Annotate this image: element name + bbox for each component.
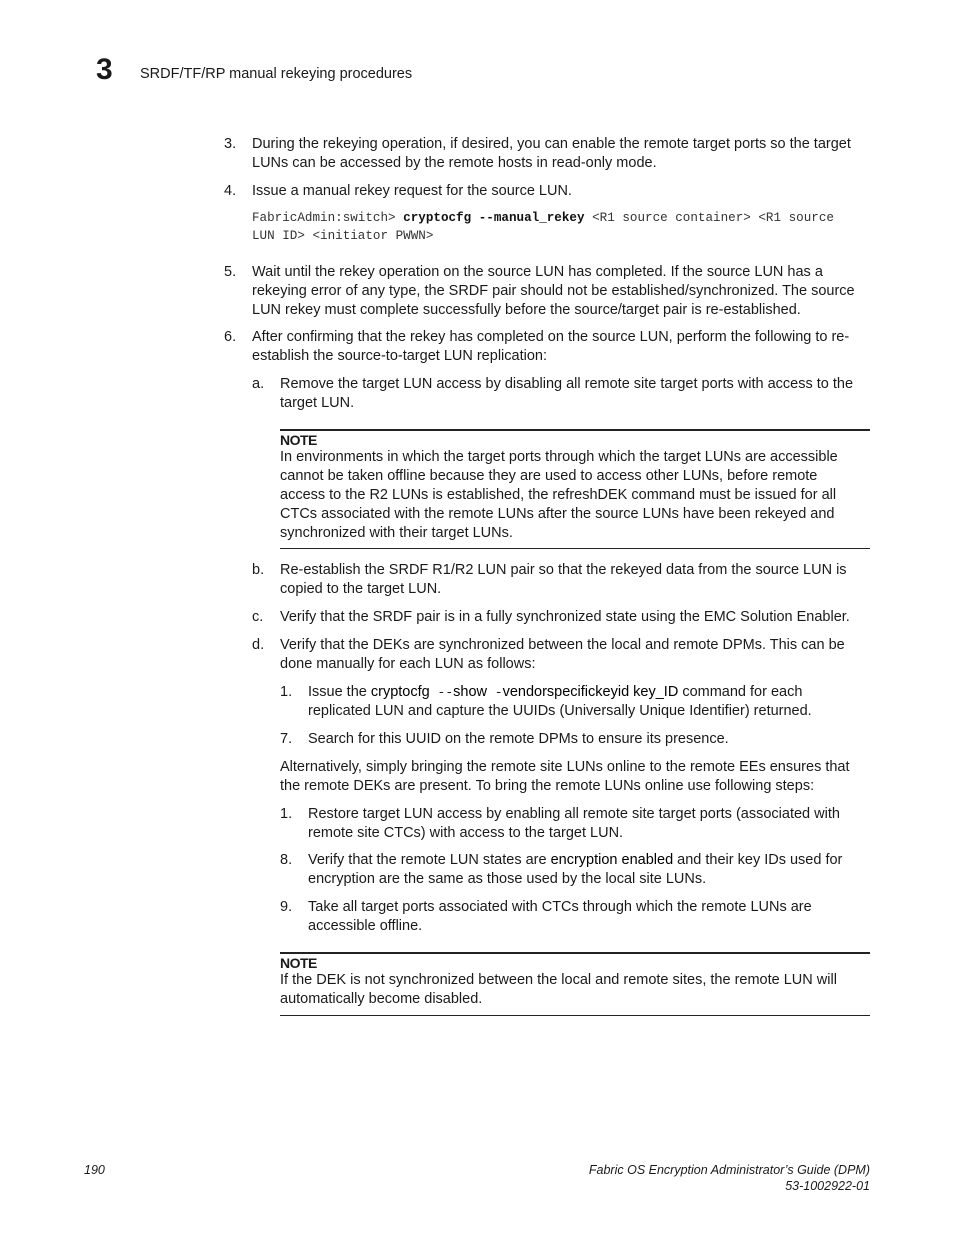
restore-step-1-number: 1. [280, 806, 293, 822]
restore-step-9-text: Take all target ports associated with CTCs through which the remote LUNs are accessible offline. [308, 899, 812, 934]
substep-b-text: Re-establish the SRDF R1/R2 LUN pair so that the rekeyed data from the source LUN is copied to the target LUN. [280, 562, 847, 597]
command-args-line1: <R1 source container> <R1 source [584, 211, 834, 225]
restore-step-1-text: Restore target LUN access by enabling all remote site target ports (associated with remote site CTCs) with access to the target LUN. [308, 806, 840, 841]
inline-command-keyid: vendorspecifickeyid key_ID [502, 684, 679, 700]
command-name: cryptocfg --manual_rekey [403, 211, 585, 225]
chapter-title: SRDF/TF/RP manual rekeying procedures [140, 66, 413, 82]
substep-b-letter: b. [252, 562, 265, 578]
restore-step-9-number: 9. [280, 899, 293, 915]
restore-step-8-number: 8. [280, 852, 293, 868]
command-args-line2: LUN ID> <initiator PWWN> [252, 229, 434, 243]
substep-a-text: Remove the target LUN access by disabling all remote site target ports with access to the target LUN. [280, 376, 854, 411]
note2-top-rule [280, 952, 870, 954]
step-5-number: 5. [224, 264, 237, 280]
substep-d-letter: d. [252, 637, 265, 653]
command-prompt: FabricAdmin:switch> [252, 211, 404, 225]
step-6-text: After confirming that the rekey has completed on the source LUN, perform the following to re-establish the source-to-target LUN replication: [252, 329, 850, 364]
note2-text: If the DEK is not synchronized between the local and remote sites, the remote LUN will automatically become disabled. [280, 972, 837, 1007]
guide-title: Fabric OS Encryption Administrator’s Guide (DPM) [588, 1163, 870, 1177]
substep-d-text: Verify that the DEKs are synchronized between the local and remote DPMs. This can be done manually for each LUN as follows: [280, 637, 845, 672]
note-heading: NOTE [280, 432, 317, 448]
command-example [252, 209, 872, 245]
substep-d1-text: Issue the cryptocfg --show -vendorspecifickeyid key_ID command for each replicated LUN and capture the UUIDs (Universally Unique Identifier) returned. [308, 684, 812, 719]
inline-command-show: show [453, 684, 487, 700]
step-6-number: 6. [224, 329, 237, 345]
substep-c-letter: c. [252, 609, 264, 625]
step-3-text: During the rekeying operation, if desired, you can enable the remote target ports so the target LUNs can be accessed by the remote hosts in read-only mode. [252, 136, 851, 171]
note2-heading: NOTE [280, 955, 317, 971]
chapter-number: 3 [96, 53, 113, 86]
substep-c-text: Verify that the SRDF pair is in a fully synchronized state using the EMC Solution Enabler. [280, 609, 850, 625]
doc-number: 53-1002922-01 [785, 1179, 870, 1193]
encryption-enabled-term: encryption enabled [550, 852, 674, 868]
note-top-rule [280, 429, 870, 431]
alternative-paragraph: Alternatively, simply bringing the remote site LUNs online to the remote EEs ensures that the remote DEKs are present. To bring the remote LUNs online use following steps: [280, 759, 850, 794]
substep-a-letter: a. [252, 376, 265, 392]
substep-d1-number: 1. [280, 684, 293, 700]
substep-d7-number: 7. [280, 731, 293, 747]
restore-step-8-text: Verify that the remote LUN states are encryption enabled and their key IDs used for encryption are the same as those used by the local site LUNs. [308, 852, 843, 887]
page-number: 190 [84, 1163, 105, 1177]
inline-command-cryptocfg: cryptocfg [370, 684, 430, 700]
step-4-number: 4. [224, 183, 237, 199]
step-3-number: 3. [224, 136, 237, 152]
note-text: In environments in which the target ports through which the target LUNs are accessible cannot be taken offline because they are used to access other LUNs, before remote access to the R2 LUNs is established, the refreshDEK command must be issued for all CTCs associated with the remote LUNs after the source LUNs have been rekeyed and synchronized with their target LUNs. [280, 449, 838, 541]
substep-d7-text: Search for this UUID on the remote DPMs to ensure its presence. [308, 731, 729, 747]
step-5-text: Wait until the rekey operation on the source LUN has completed. If the source LUN has a rekeying error of any type, the SRDF pair should not be established/synchronized. The source LUN rekey must complete successfully before the source/target pair is re-established. [252, 264, 855, 318]
note-bottom-rule [280, 548, 870, 549]
note2-bottom-rule [280, 1015, 870, 1016]
step-4-text: Issue a manual rekey request for the source LUN. [252, 183, 572, 199]
